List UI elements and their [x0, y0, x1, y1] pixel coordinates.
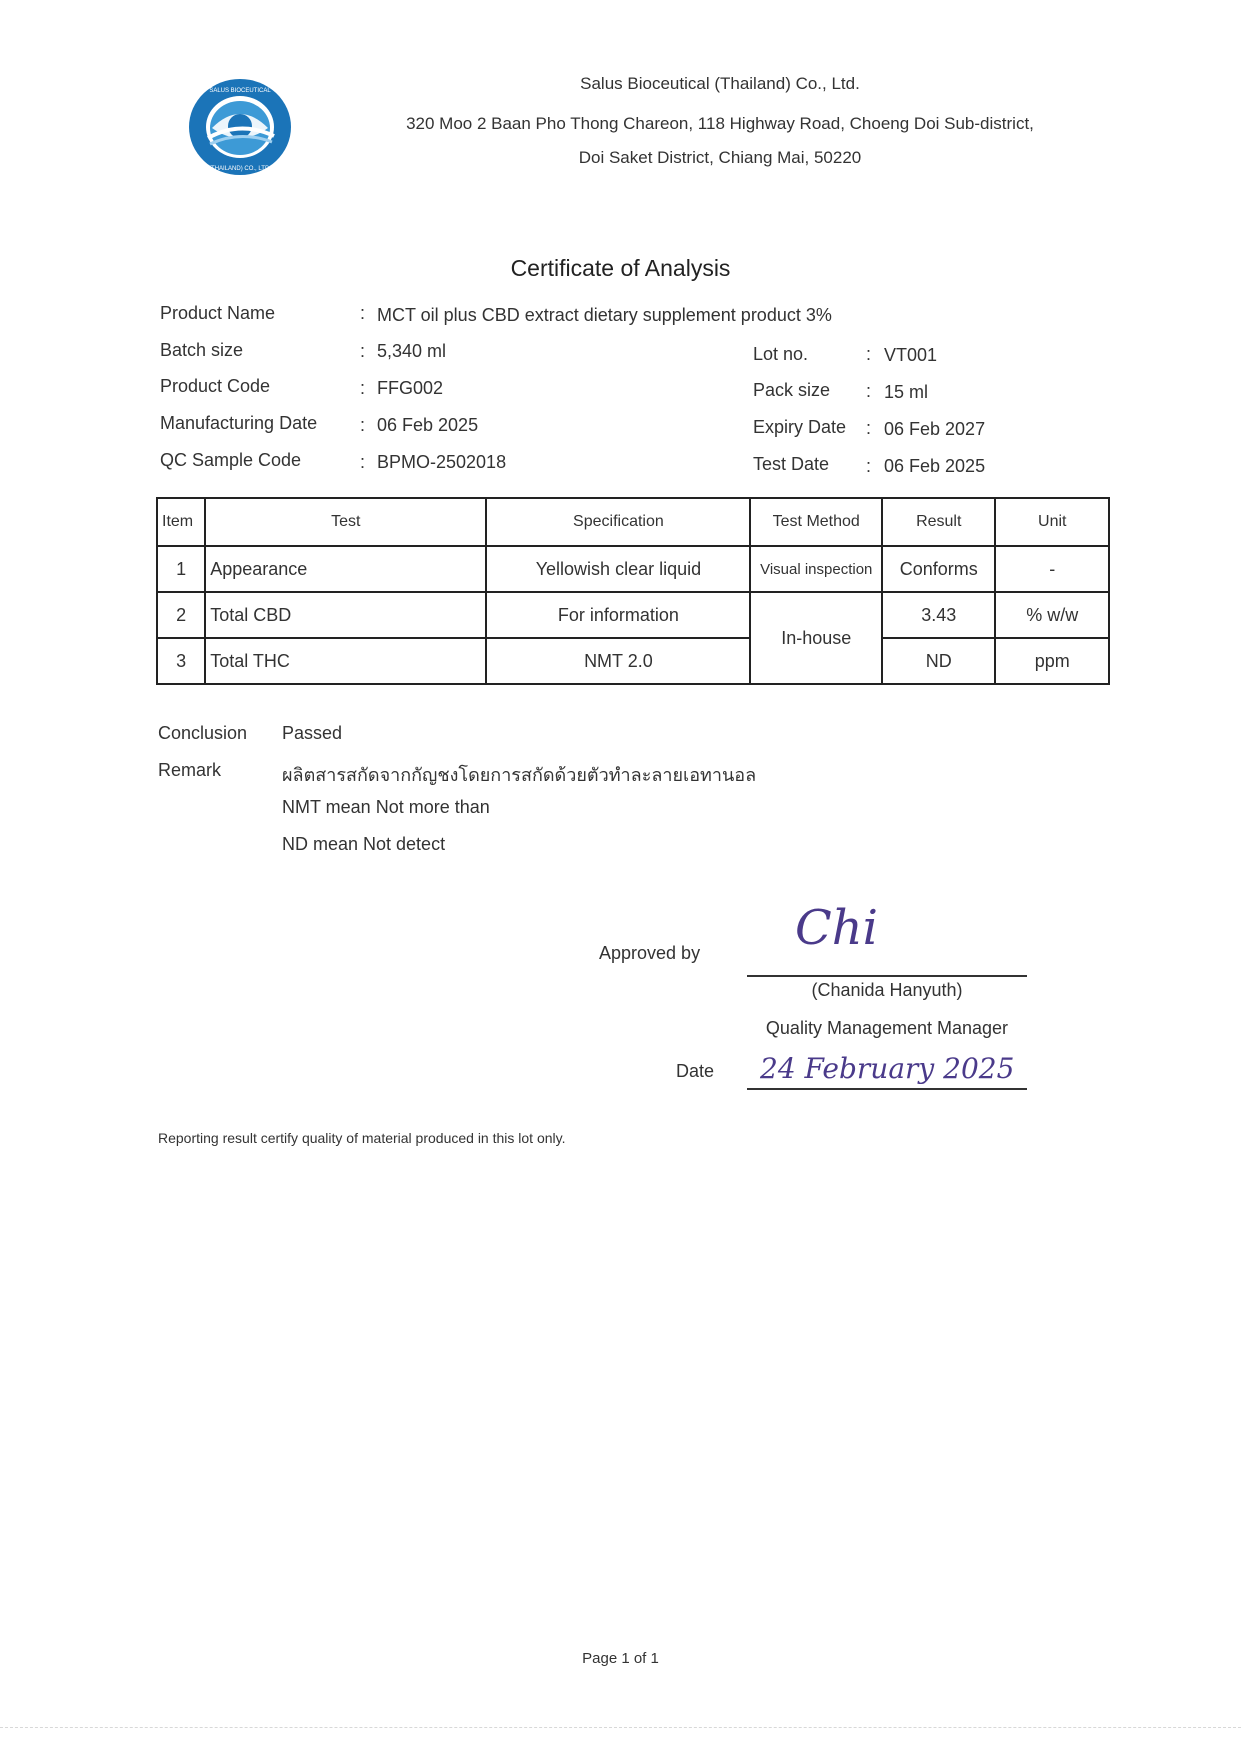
mfg-date-label: Manufacturing Date	[160, 413, 318, 433]
remark-line-nmt: NMT mean Not more than	[282, 797, 490, 817]
colon: :	[360, 452, 366, 472]
batch-size-label: Batch size	[160, 340, 244, 360]
header-test-method: Test Method	[750, 498, 882, 546]
remark-line-thai: ผลิตสารสกัดจากกัญชงโดยการสกัดด้วยตัวทำละลายเอทานอล	[282, 765, 757, 785]
batch-size-value: 5,340 ml	[377, 341, 447, 361]
footer-note: Reporting result certify quality of material produced in this lot only.	[158, 1130, 566, 1146]
row-unit: % w/w	[995, 592, 1109, 638]
expiry-date-value: 06 Feb 2027	[884, 419, 986, 439]
row-result: Conforms	[882, 546, 995, 592]
pack-size-label: Pack size	[753, 380, 831, 400]
colon: :	[360, 415, 366, 435]
signature: Chi	[795, 900, 878, 956]
header-item: Item	[157, 498, 205, 546]
header-result: Result	[882, 498, 995, 546]
approved-by-label: Approved by	[599, 943, 701, 963]
row-item: 1	[157, 546, 205, 592]
test-date-label: Test Date	[753, 454, 830, 474]
company-name: Salus Bioceutical (Thailand) Co., Ltd.	[580, 74, 860, 93]
conclusion-label: Conclusion	[158, 723, 248, 743]
remark-line-nd: ND mean Not detect	[282, 834, 446, 854]
qc-code-value: BPMO-2502018	[377, 452, 507, 472]
approver-position: Quality Management Manager	[765, 1018, 1009, 1038]
product-code-label: Product Code	[160, 376, 271, 396]
row-unit: -	[995, 546, 1109, 592]
colon: :	[360, 303, 366, 323]
logo-text-top: SALUS BIOCEUTICAL	[209, 88, 271, 94]
header-specification: Specification	[486, 498, 750, 546]
colon: :	[360, 378, 366, 398]
row-test: Total THC	[205, 638, 486, 684]
row-item: 2	[157, 592, 205, 638]
test-date-value: 06 Feb 2025	[884, 456, 986, 476]
approval-date-handwritten: 24 February 2025	[760, 1052, 1015, 1085]
row-result: ND	[882, 638, 995, 684]
row-specification: For information	[486, 592, 750, 638]
row-test-method: Visual inspection	[750, 546, 882, 592]
product-name-value: MCT oil plus CBD extract dietary supplement product 3%	[377, 305, 832, 325]
row-test-method: In-house	[750, 592, 882, 684]
row-specification: Yellowish clear liquid	[486, 546, 750, 592]
logo-text-bottom: (THAILAND) CO., LTD.	[209, 166, 271, 172]
table-header-row	[157, 498, 1109, 546]
conclusion-value: Passed	[282, 723, 343, 743]
date-label: Date	[676, 1061, 715, 1081]
table-row	[157, 546, 1109, 592]
mfg-date-value: 06 Feb 2025	[377, 415, 479, 435]
header-test: Test	[205, 498, 486, 546]
colon: :	[866, 418, 872, 438]
row-test: Appearance	[205, 546, 486, 592]
table-row	[157, 592, 1109, 638]
colon: :	[360, 341, 366, 361]
approver-name: (Chanida Hanyuth)	[811, 980, 963, 1000]
expiry-date-label: Expiry Date	[753, 417, 847, 437]
date-line	[747, 1088, 1027, 1090]
scan-edge-line	[0, 1727, 1241, 1728]
product-name-label: Product Name	[160, 303, 276, 323]
lot-value: VT001	[884, 345, 938, 365]
table-row	[157, 638, 1109, 684]
signature-line	[747, 975, 1027, 977]
row-specification: NMT 2.0	[486, 638, 750, 684]
page-number: Page 1 of 1	[582, 1650, 659, 1667]
company-address-line1: 320 Moo 2 Baan Pho Thong Chareon, 118 Highway Road, Choeng Doi Sub-district,	[406, 114, 1034, 133]
row-unit: ppm	[995, 638, 1109, 684]
remark-label: Remark	[158, 760, 222, 780]
colon: :	[866, 456, 872, 476]
header-unit: Unit	[995, 498, 1109, 546]
product-code-value: FFG002	[377, 378, 444, 398]
company-logo	[188, 78, 293, 176]
qc-code-label: QC Sample Code	[160, 450, 302, 470]
row-test: Total CBD	[205, 592, 486, 638]
row-result: 3.43	[882, 592, 995, 638]
colon: :	[866, 381, 872, 401]
colon: :	[866, 344, 872, 364]
results-table	[156, 497, 1110, 685]
lot-label: Lot no.	[753, 344, 809, 364]
row-item: 3	[157, 638, 205, 684]
pack-size-value: 15 ml	[884, 382, 929, 402]
company-address-line2: Doi Saket District, Chiang Mai, 50220	[578, 148, 862, 167]
document-title: Certificate of Analysis	[510, 255, 731, 281]
